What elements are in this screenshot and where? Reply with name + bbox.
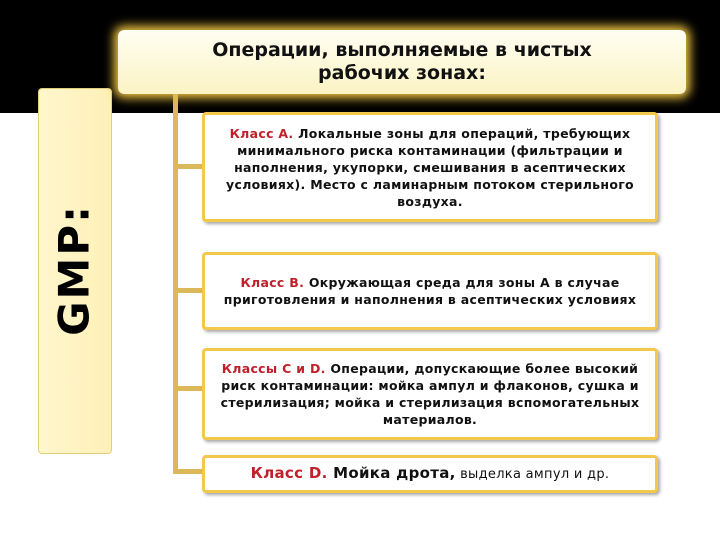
class-d-card	[202, 455, 658, 493]
connector-branch-a	[173, 164, 205, 169]
class-cd-card	[202, 348, 658, 440]
class-b-card	[202, 252, 658, 330]
class-b-label: Класс В.	[240, 275, 305, 290]
class-b-text	[213, 274, 647, 308]
class-a-text	[213, 125, 647, 210]
class-a-description: Локальные зоны для операций, требующих минимального риска контаминации (фильтрации и наполнения, укупорки, смешивания в асептических условиях). Место с ламинарным потоком стерильного воздуха.	[226, 125, 634, 209]
class-cd-label: Классы С и D.	[221, 361, 326, 376]
class-cd-description: Операции, допускающие более высокий риск контаминации: мойка ампул и флаконов, сушка и стерилизация; мойка и стерилизация вспомогательных материалов.	[220, 361, 640, 427]
title-box	[118, 30, 686, 94]
class-d-text	[251, 465, 610, 483]
class-cd-text	[213, 360, 647, 428]
class-d-description: Мойка дрота,	[327, 464, 456, 482]
class-b-description: Окружающая среда для зоны А в случае приготовления и наполнения в асептических условиях	[223, 275, 637, 307]
class-a-label: Класс А.	[229, 125, 294, 141]
connector-trunk	[173, 94, 178, 474]
class-d-extra: выделка ампул и др.	[455, 467, 610, 482]
side-label: GMP:	[49, 204, 99, 336]
diagram-title: Операции, выполняемые в чистых рабочих зонах:	[212, 39, 592, 84]
connector-branch-d	[173, 469, 205, 474]
connector-branch-b	[173, 288, 205, 293]
class-a-card	[202, 112, 658, 222]
class-d-label: Класс D.	[250, 464, 328, 482]
connector-branch-cd	[173, 386, 205, 391]
